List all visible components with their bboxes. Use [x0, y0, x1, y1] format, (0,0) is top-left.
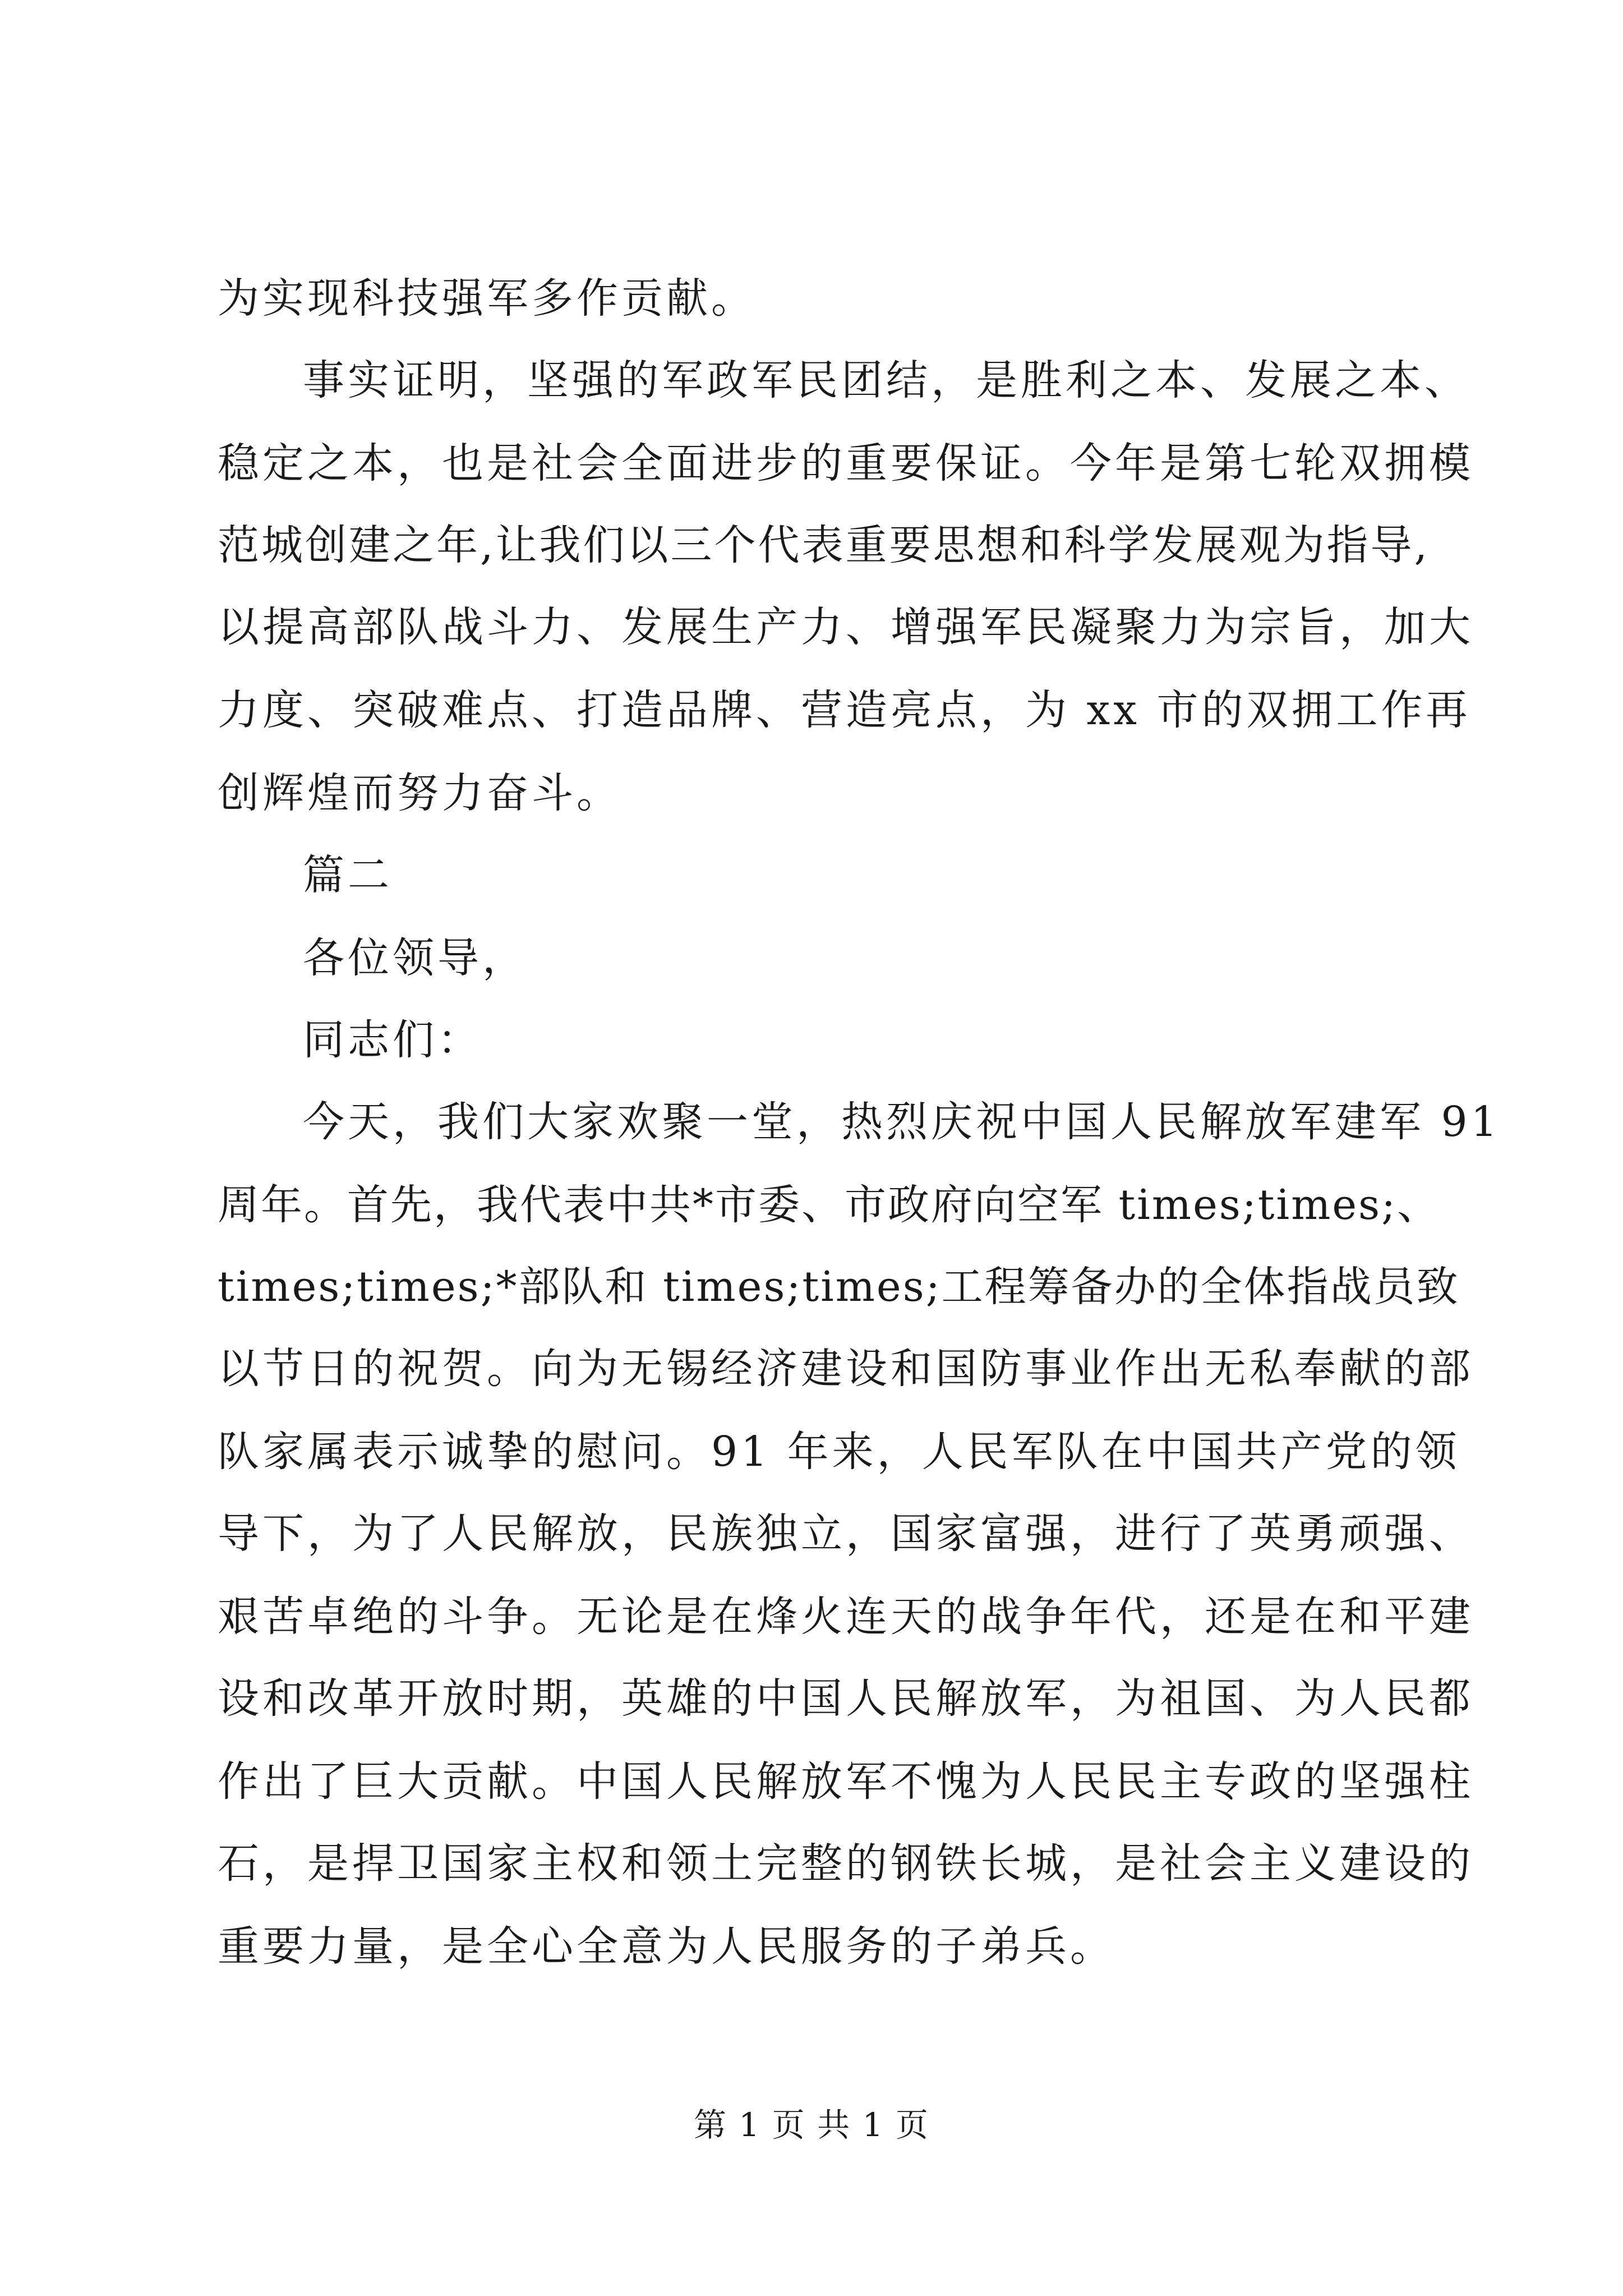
paragraph-line: 艰苦卓绝的斗争。无论是在烽火连天的战争年代，还是在和平建	[218, 1593, 1474, 1641]
paragraph-line: 稳定之本，也是社会全面进步的重要保证。今年是第七轮双拥模	[218, 439, 1474, 487]
paragraph-line: 重要力量，是全心全意为人民服务的子弟兵。	[218, 1922, 1115, 1971]
paragraph-line: 力度、突破难点、打造品牌、营造亮点，为 xx 市的双拥工作再	[218, 686, 1471, 734]
paragraph-line: 为实现科技强军多作贡献。	[218, 274, 756, 323]
salutation-line: 各位领导，	[303, 934, 527, 982]
paragraph-line: 以提高部队战斗力、发展生产力、增强军民凝聚力为宗旨，加大	[218, 603, 1474, 651]
paragraph-line: 导下，为了人民解放，民族独立，国家富强，进行了英勇顽强、	[218, 1510, 1474, 1558]
paragraph-line: 事实证明，坚强的军政军民团结，是胜利之本、发展之本、	[303, 356, 1469, 404]
paragraph-line: 队家属表示诚挚的慰问。91 年来，人民军队在中国共产党的领	[218, 1428, 1460, 1476]
page-footer: 第 1 页 共 1 页	[694, 2106, 929, 2144]
paragraph-line: 作出了巨大贡献。中国人民解放军不愧为人民民主专政的坚强柱	[218, 1757, 1474, 1806]
paragraph-line: 石，是捍卫国家主权和领土完整的钢铁长城，是社会主义建设的	[218, 1839, 1474, 1888]
paragraph-line: 今天，我们大家欢聚一堂，热烈庆祝中国人民解放军建军 91	[303, 1098, 1501, 1146]
paragraph-line: times;times;*部队和 times;times;工程筹备办的全体指战员致	[218, 1263, 1460, 1311]
paragraph-line: 以节日的祝贺。向为无锡经济建设和国防事业作出无私奉献的部	[218, 1345, 1474, 1393]
paragraph-line: 范城创建之年,让我们以三个代表重要思想和科学发展观为指导,	[218, 521, 1430, 569]
salutation-line: 同志们：	[303, 1016, 482, 1064]
paragraph-line: 创辉煌而努力奋斗。	[218, 769, 621, 817]
paragraph-line: 周年。首先，我代表中共*市委、市政府向空军 times;times;、	[218, 1181, 1441, 1229]
section-heading: 篇二	[303, 851, 393, 899]
paragraph-line: 设和改革开放时期，英雄的中国人民解放军，为祖国、为人民都	[218, 1674, 1474, 1723]
